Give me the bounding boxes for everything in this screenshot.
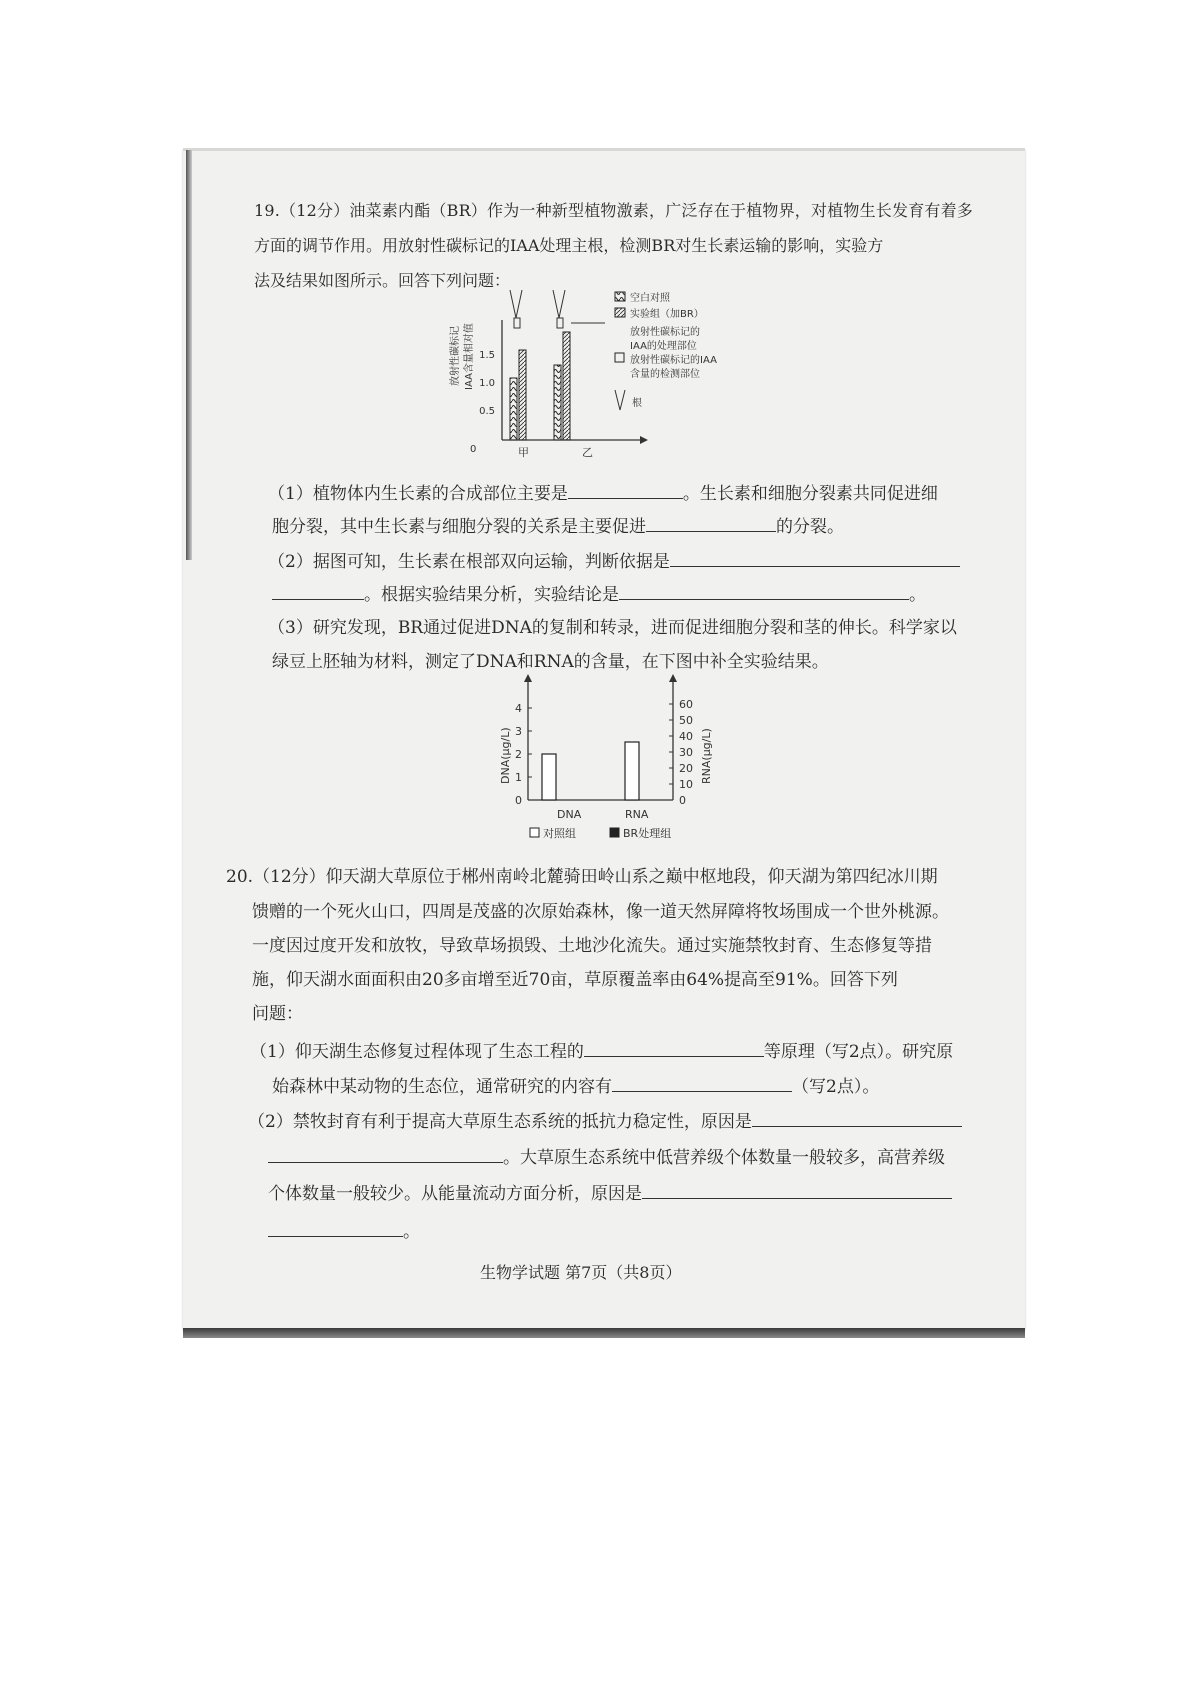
q20-sub1-text-a: （1）仰天湖生态修复过程体现了生态工程的: [250, 1042, 584, 1062]
answer-blank[interactable]: [584, 1040, 764, 1057]
answer-blank[interactable]: [612, 1075, 792, 1092]
fig2-left-tick: 4: [515, 702, 522, 715]
answer-blank[interactable]: [642, 1182, 952, 1199]
fig2-right-tick: 30: [679, 746, 693, 759]
q20-sub2-text-a: （2）禁牧封育有利于提高大草原生态系统的抵抗力稳定性，原因是: [248, 1112, 752, 1132]
fig1-legend-item: IAA的处理部位: [630, 341, 697, 352]
q20-sub1-line2: [272, 1075, 879, 1098]
page-footer: 生物学试题 第7页（共8页）: [480, 1263, 682, 1282]
fig2-bar-dna-control: [542, 754, 556, 800]
fig2-right-axis-label: RNA(μg/L): [700, 728, 713, 784]
answer-blank[interactable]: [568, 482, 683, 499]
page-bottom-shadow: [183, 1328, 1025, 1338]
fig1-legend-item: 根: [632, 398, 642, 409]
fig1-bar-jia-br: [519, 350, 526, 440]
fig2-legend-br: BR处理组: [623, 827, 672, 840]
page-top-edge: [183, 148, 1025, 151]
fig1-xcat: 甲: [518, 446, 529, 459]
answer-blank[interactable]: [752, 1110, 962, 1127]
q20-sub2-text-b: 。大草原生态系统中低营养级个体数量一般较多，高营养级: [503, 1148, 945, 1168]
q19-line1: 19.（12分）油菜素内酯（BR）作为一种新型植物激素，广泛存在于植物界，对植物生长发育有着多: [254, 201, 974, 220]
q20-sub2-line4: [268, 1220, 420, 1243]
fig1-legend-item: 实验组（加BR）: [630, 309, 704, 320]
q20-sub2-text-c: 个体数量一般较少。从能量流动方面分析，原因是: [268, 1184, 642, 1204]
fig1-origin: 0: [470, 444, 477, 455]
answer-blank[interactable]: [646, 515, 776, 532]
figure-dna-rna-chart: [495, 672, 720, 840]
q19-sub2-line1: [268, 550, 960, 573]
q20-sub2-line1: [248, 1110, 962, 1133]
fig2-right-tick: 0: [679, 794, 686, 807]
q20-line4: 施，仰天湖水面面积由20多亩增至近70亩，草原覆盖率由64%提高至91%。回答下列: [252, 970, 898, 990]
q19-sub3-line2: 绿豆上胚轴为材料，测定了DNA和RNA的含量，在下图中补全实验结果。: [272, 652, 829, 672]
fig1-ytick: 1.5: [479, 350, 495, 361]
fig2-left-tick: 1: [515, 771, 522, 784]
fig2-right-tick: 40: [679, 730, 693, 743]
q19-sub2-text-a: （2）据图可知，生长素在根部双向运输，判断依据是: [268, 552, 670, 572]
q20-sub1-text-b: 等原理（写2点）。研究原: [763, 1042, 954, 1062]
q20-sub1-line1: [250, 1040, 953, 1063]
fig2-legend-control-swatch: [530, 828, 539, 837]
q19-sub1-text-a: （1）植物体内生长素的合成部位主要是: [268, 484, 568, 504]
fig2-left-tick: 3: [515, 725, 522, 738]
q20-sub1-text-d: （写2点）。: [792, 1077, 880, 1097]
fig1-ytick: 0.5: [479, 406, 495, 417]
fig2-legend-br-swatch: [610, 828, 619, 837]
q19-sub1-text-b: 。生长素和细胞分裂素共同促进细: [682, 484, 938, 504]
fig1-legend-control-swatch: [615, 292, 625, 301]
q20-line1: 20.（12分）仰天湖大草原位于郴州南岭北麓骑田岭山系之巅中枢地段，仰天湖为第四纪冰川期: [226, 867, 938, 887]
fig1-legend-item: 放射性碳标记的IAA: [630, 355, 717, 366]
q19-sub2-text-b: 。根据实验结果分析，实验结论是: [364, 585, 619, 605]
fig1-ytick: 1.0: [479, 378, 495, 389]
q19-line3: 法及结果如图所示。回答下列问题：: [254, 271, 511, 290]
q19-sub1-text-c: 胞分裂，其中生长素与细胞分裂的关系是主要促进: [272, 517, 646, 537]
fig1-ylabel-1: 放射性碳标记: [450, 326, 461, 386]
answer-blank[interactable]: [268, 1146, 503, 1163]
answer-blank[interactable]: [619, 583, 909, 600]
fig1-bar-yi-br: [563, 332, 570, 440]
q19-sub1-line1: [268, 482, 938, 505]
q19-sub1-text-d: 的分裂。: [776, 517, 844, 537]
fig2-legend-control: 对照组: [543, 827, 576, 840]
answer-blank[interactable]: [272, 583, 364, 600]
q20-sub1-text-c: 始森林中某动物的生态位，通常研究的内容有: [272, 1077, 612, 1097]
fig1-legend-br-swatch: [615, 308, 625, 317]
q20-sub2-line2: [268, 1146, 945, 1169]
fig2-bar-rna-control: [625, 742, 639, 800]
fig1-bar-jia-control: [510, 378, 517, 440]
fig2-left-tick: 2: [515, 748, 522, 761]
q19-sub3-line1: （3）研究发现，BR通过促进DNA的复制和转录，进而促进细胞分裂和茎的伸长。科学家以: [268, 618, 957, 638]
fig2-left-axis-label: DNA(μg/L): [499, 727, 512, 784]
fig1-xcat: 乙: [582, 446, 593, 459]
fig1-legend-item: 空白对照: [630, 293, 670, 304]
fig2-right-tick: 60: [679, 698, 693, 711]
q20-line5: 问题：: [252, 1004, 303, 1024]
fig2-right-tick: 10: [679, 778, 693, 791]
answer-blank[interactable]: [670, 550, 960, 567]
fig1-ylabel-2: IAA含量相对值: [464, 323, 475, 390]
q20-sub2-end: 。: [403, 1222, 420, 1242]
fig1-legend-item: 放射性碳标记的: [630, 327, 700, 338]
page-left-fold: [186, 150, 192, 560]
fig2-right-tick: 50: [679, 714, 693, 727]
fig2-category: RNA: [625, 808, 649, 821]
q19-sub2-line2: [272, 583, 926, 606]
fig2-right-tick: 20: [679, 762, 693, 775]
q20-sub2-line3: [268, 1182, 952, 1205]
q19-sub1-line2: [272, 515, 844, 538]
fig2-category: DNA: [557, 808, 582, 821]
fig1-bar-yi-control: [554, 365, 561, 440]
q19-sub2-end: 。: [909, 585, 926, 605]
figure-iaa-transport: [440, 290, 790, 465]
answer-blank[interactable]: [268, 1220, 403, 1237]
fig1-legend-detect-swatch: [615, 353, 624, 362]
q20-line2: 馈赠的一个死火山口，四周是茂盛的次原始森林，像一道天然屏障将牧场围成一个世外桃源。: [252, 902, 949, 922]
fig1-legend-item: 含量的检测部位: [630, 369, 700, 380]
fig2-left-tick: 0: [515, 794, 522, 807]
q19-line2: 方面的调节作用。用放射性碳标记的IAA处理主根，检测BR对生长素运输的影响，实验方: [254, 236, 884, 255]
q20-line3: 一度因过度开发和放牧，导致草场损毁、土地沙化流失。通过实施禁牧封育、生态修复等措: [252, 936, 932, 956]
